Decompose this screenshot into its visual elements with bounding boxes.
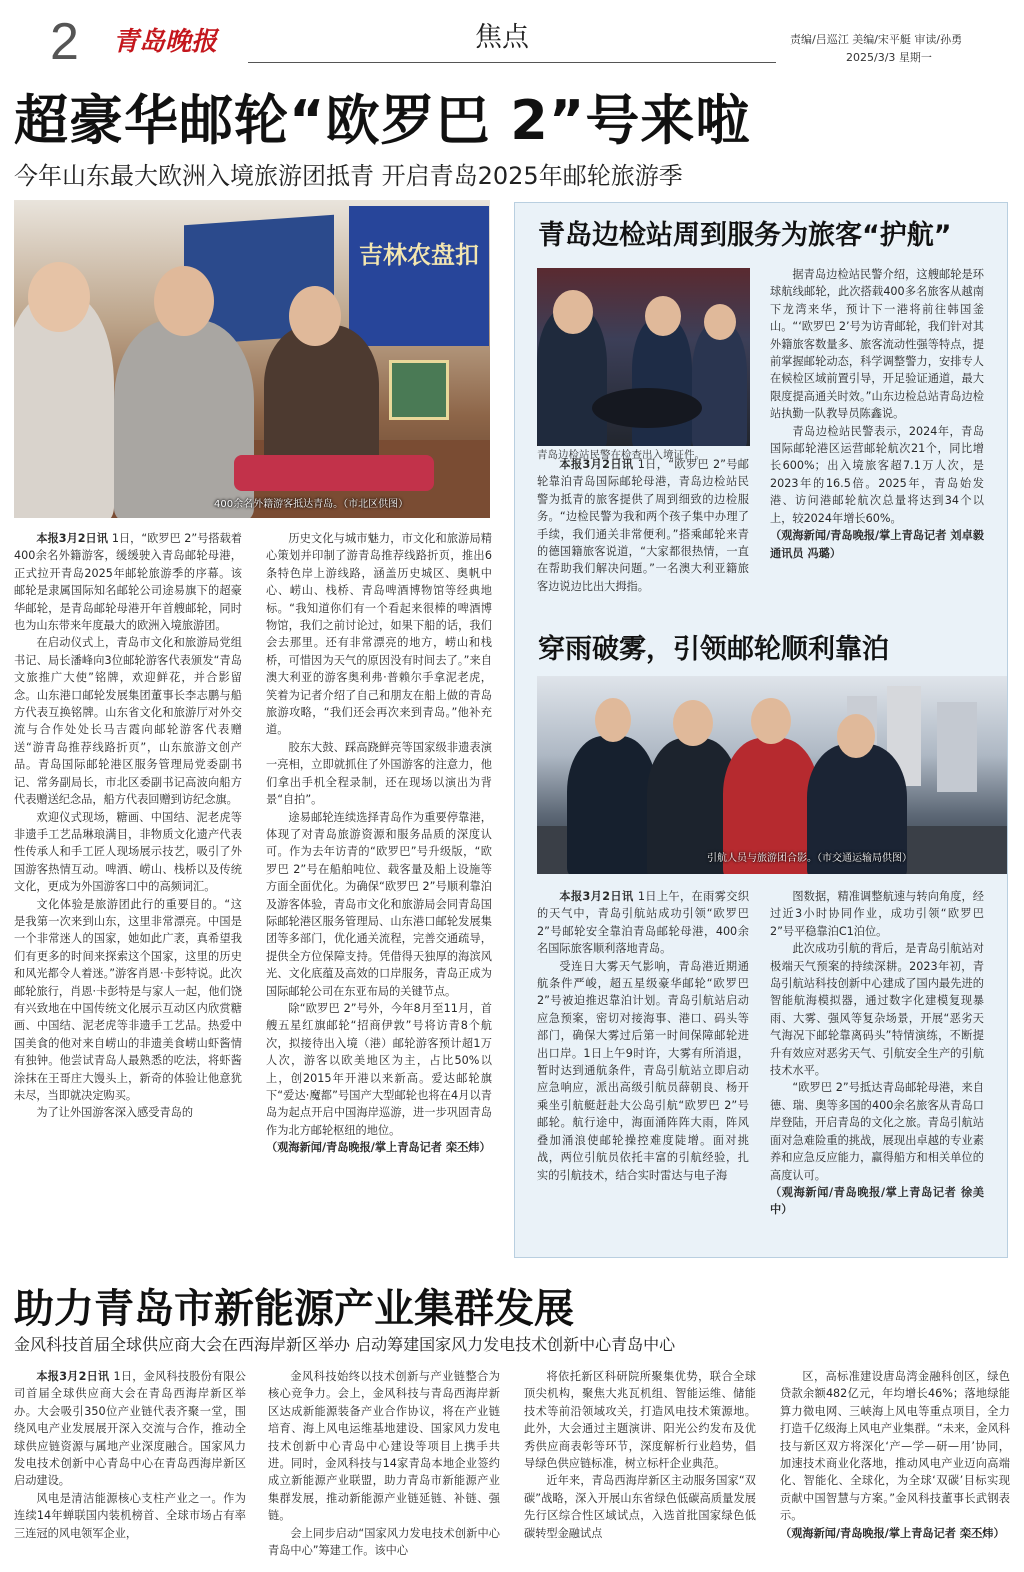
lead-column-1 <box>14 530 242 1258</box>
header-rule <box>248 62 776 63</box>
building-shape <box>937 702 977 792</box>
article-paragraph: 本报3月2日讯 1日上午，在雨雾交织的天气中，青岛引航站成功引领“欧罗巴 2”号邮轮安全靠泊青岛邮轮母港，400余名国际旅客顺利落地青岛。 <box>537 890 749 956</box>
desk-shape <box>592 388 702 428</box>
article-paragraph: 将依托新区科研院所聚集优势，联合全球顶尖机构，聚焦大兆瓦机组、智能运维、储能技术等前沿领域攻关，打造风电技术策源地。此外，大会通过主题演讲、阳光公约发布及优秀供应商表彰等环节，深度解析行业趋势，倡导绿色供应链标准，树立标杆企业典范。 <box>524 1370 756 1471</box>
article-byline: 本报3月2日讯 <box>559 458 638 471</box>
second-subheadline: 金风科技首届全球供应商大会在西海岸新区举办 启动筹建国家风力发电技术创新中心青岛中心 <box>14 1335 676 1354</box>
head-shape <box>704 304 736 340</box>
article-credit: （观海新闻/青岛晚报/掌上青岛记者 刘卓毅 通讯员 冯璐） <box>770 529 984 560</box>
article-paragraph: 风电是清洁能源核心支柱产业之一。作为连续14年蝉联国内装机榜首、全球市场占有率三连冠的风电领军企业， <box>14 1491 246 1540</box>
page-number: 2 <box>50 13 79 71</box>
head-shape <box>28 262 90 332</box>
lead-headline: 超豪华邮轮“欧罗巴 2”号来啦 <box>14 89 751 152</box>
sidebar-2-right-column <box>770 888 984 1240</box>
head-shape <box>751 698 791 744</box>
article-byline: 本报3月2日讯 <box>36 1370 114 1383</box>
article-credit: （观海新闻/青岛晚报/掌上青岛记者 徐美中） <box>770 1185 984 1217</box>
article-credit: （观海新闻/青岛晚报/掌上青岛记者 栾丕炜） <box>780 1526 1005 1540</box>
head-shape <box>154 266 214 336</box>
article-paragraph: 此次成功引航的背后，是青岛引航站对极端天气预案的持续深耕。2023年初，青岛引航站科技创新中心建成了国内最先进的智能航海模拟器，通过数字化建模复现暴雨、大雾、强风等复杂场景，开展“恶劣天气海况下邮轮靠离码头”特情演练，不断提升有效应对恶劣天气、引航安全生产的引航技术水平。 <box>770 942 984 1078</box>
pilot-group-photo <box>537 676 1007 874</box>
publication-date: 2025/3/3 星期一 <box>846 51 932 64</box>
article-paragraph: 图数据，精准调整航速与转向角度，经过近3小时协同作业，成功引领“欧罗巴 2”号平稳靠泊C1泊位。 <box>770 890 984 938</box>
person-shape <box>114 320 254 518</box>
sidebar-1-left-column <box>537 456 749 616</box>
lead-column-2 <box>266 530 492 1258</box>
head-shape <box>595 698 631 742</box>
article-credit: （观海新闻/青岛晚报/掌上青岛记者 栾丕炜） <box>266 1141 491 1155</box>
article-byline: 本报3月2日讯 <box>559 890 638 903</box>
article-paragraph: 文化体验是旅游团此行的重要目的。“这是我第一次来到山东，这里非常漂亮。中国是一个非常迷人的国家，她如此广袤，真希望我们有更多的时间来探索这个国家，这里的历史和风光都令人着迷。”游客肖恩·卡彭特说。此次邮轮旅行，肖恩·卡彭特是与家人一起，他们饶有兴致地在中国传统文化展示互动区内欣赏糖画、中国结、泥老虎等非遗手工艺品。热爱中国美食的他对来自崂山的非遗美食崂山虾酱情有独钟。他尝试青岛人最熟悉的吃法，将虾酱涂抹在王哥庄大馒头上，新奇的体验让他意犹未尽，当即就决定购买。 <box>14 897 242 1102</box>
photo-sign-text: 吉林农盘扣 <box>359 241 479 269</box>
second-headline: 助力青岛市新能源产业集群发展 <box>14 1286 574 1332</box>
officer-shape <box>692 323 747 446</box>
article-paragraph: 金风科技始终以技术创新与产业链整合为核心竞争力。会上，金风科技与青岛西海岸新区达成新能源装备产业合作协议，将在产业链培育、海上风电运维基地建设、国家风力发电技术创新中心青岛中心建设等项目上携手共进。同时，金风科技与14家青岛本地企业签约成立新能源产业联盟，助力青岛市新能源产业集群发展，推动新能源产业链延链、补链、强链。 <box>268 1370 500 1523</box>
sidebar-headline-2: 穿雨破雾，引领邮轮顺利靠泊 <box>538 634 889 665</box>
article-paragraph: 在启动仪式上，青岛市文化和旅游局党组书记、局长潘峰向3位邮轮游客代表颁发“青岛文旅推广大使”铭牌，欢迎鲜花，并合影留念。山东港口邮轮发展集团董事长李志鹏与船方代表互换铭牌。山东省文化和旅游厅对外交流与合作处处长马吉霞向邮轮游客代表赠送“游青岛推荐线路折页”，山东旅游文创产品。青岛国际邮轮港区服务管理局党委副书记、常务副局长，市北区委副书记高波向船方代表赠送纪念品，船方代表回赠到访纪念旗。 <box>14 636 242 807</box>
article-paragraph: 历史文化与城市魅力，市文化和旅游局精心策划并印制了游青岛推荐线路折页，推出6条特色岸上游线路，涵盖历史城区、奥帆中心、崂山、栈桥、青岛啤酒博物馆等经典地标。“我知道你们有一个看起来很棒的啤酒博物馆，我们之前讨论过，如果下船的话，我们会去那里。还有非常漂亮的地方，崂山和栈桥，可惜因为天气的原因没有时间去了。”来自澳大利亚的游客奥利弗·普赖尔手拿泥老虎，笑着为记者介绍了自己和朋友在船上做的青岛旅游攻略，“我们还会再次来到青岛。”他补充道。 <box>266 532 492 737</box>
article-paragraph: 据青岛边检站民警介绍，这艘邮轮是环球航线邮轮，此次搭载400多名旅客从越南下龙湾来华，预计下一港将前往韩国釜山。“‘欧罗巴 2’号为访青邮轮，我们针对其外籍旅客数量多、旅客流动性强等特点，提前掌握邮轮动态，科学调整警力，安排专人在候检区域前置引导，开足验证通道，最大限度提高通关时效。”山东边检总站青岛边检站执勤一队教导员陈鑫说。 <box>770 268 984 421</box>
second-column-3 <box>524 1368 756 1568</box>
head-shape <box>837 714 875 758</box>
head-shape <box>289 286 341 346</box>
sidebar-headline-1: 青岛边检站周到服务为旅客“护航” <box>538 220 952 251</box>
article-paragraph: “欧罗巴 2”号抵达青岛邮轮母港，来自德、瑞、奥等多国的400余名旅客从青岛口岸登陆，开启青岛的文化之旅。青岛引航站面对急难险重的挑战，展现出卓越的专业素养和应急反应能力，赢得船方和相关单位的高度认可。 <box>770 1081 984 1182</box>
second-column-1 <box>14 1368 246 1568</box>
article-paragraph: 本报3月2日讯 1日，金风科技股份有限公司首届全球供应商大会在青岛西海岸新区举办。大会吸引350位产业链代表齐聚一堂，围绕风电产业发展展开深入交流与合作，推动全球供应链资源与属地产业深度融合。国家风力发电技术创新中心青岛中心在青岛西海岸新区启动建设。 <box>14 1370 246 1488</box>
lead-subheadline: 今年山东最大欧洲入境旅游团抵青 开启青岛2025年邮轮旅游季 <box>14 162 683 190</box>
article-paragraph: 本报3月2日讯 1日，“欧罗巴 2”号搭载着400余名外籍游客，缓缓驶入青岛邮轮母港，正式拉开青岛2025年邮轮旅游季的序幕。该邮轮是隶属国际知名邮轮公司途易旗下的超豪华邮轮，是青岛邮轮母港开年首艘邮轮，同时也为山东带来年度最大的欧洲入境旅游团。 <box>14 532 242 633</box>
border-check-photo <box>537 268 750 446</box>
person-shape <box>567 736 657 874</box>
sidebar-2-left-column <box>537 888 749 1240</box>
article-paragraph: 除“欧罗巴 2”号外，今年8月至11月，首艘五星红旗邮轮“招商伊敦”号将访青8个航次，拟接待出入境（港）邮轮游客预计超1万人次，游客以欧美地区为主，占比50%以上，创2015年开港以来新高。爱达邮轮旗下“爱达·魔都”号国产大型邮轮也将在4月以青岛为起点开启中国海岸巡游，进一步巩固青岛作为北方邮轮枢纽的地位。 <box>266 1001 492 1137</box>
pilot-photo-caption: 引航人员与旅游团合影。（市交通运输局供图） <box>707 853 912 864</box>
head-shape <box>673 700 713 746</box>
article-paragraph: 胶东大鼓、踩高跷鲜亮等国家级非遗表演一亮相，立即就抓住了外国游客的注意力，他们拿出手机全程录制，还在现场以演出为背景“自拍”。 <box>266 740 492 807</box>
border-check-caption: 青岛边检站民警在检查出入境证件。 <box>537 449 705 461</box>
article-paragraph: 为了让外国游客深入感受青岛的 <box>36 1106 194 1120</box>
article-paragraph: 近年来，青岛西海岸新区主动服务国家“双碳”战略，深入开展山东省绿色低碳高质量发展先行区综合性区域试点，入选首批国家绿色低碳转型金融试点 <box>524 1474 756 1540</box>
section-title: 焦点 <box>475 22 529 53</box>
second-column-2 <box>268 1368 500 1568</box>
article-paragraph: 途易邮轮连续选择青岛作为重要停靠港，体现了对青岛旅游资源和服务品质的深度认可。作为去年访青的“欧罗巴”号升级版，“欧罗巴 2”号在船舶吨位、载客量及船上设施等方面全面优化。为确保“欧罗巴 2”号顺利靠泊及游客体验，青岛市文化和旅游局会同青岛国际邮轮港区服务管理局、山东港口邮轮发展集团等多部门，优化通关流程，完善交通疏导，提供全方位保障支持。凭借得天独厚的海滨风光、文化底蕴及高效的口岸服务，青岛正成为国际邮轮公司在东亚布局的关键节点。 <box>266 810 492 998</box>
head-shape <box>645 296 681 336</box>
lead-photo <box>14 200 490 518</box>
sidebar-1-right-column <box>770 266 984 616</box>
banner-shape <box>349 206 489 346</box>
article-paragraph: 青岛边检站民警表示，2024年，青岛国际邮轮港区运营邮轮航次21个，同比增长600%；出入境旅客超7.1万人次，是2023年的16.5倍。2025年，青岛始发港、访问港邮轮航次总量将达到34个以上，较2024年增长60%。 <box>770 424 984 525</box>
article-paragraph: 欢迎仪式现场，糖画、中国结、泥老虎等非遗手工艺品琳琅满目，非物质文化遗产代表性传承人和手工匠人现场展示技艺，吸引了外国游客热情互动。啤酒、崂山、栈桥以及传统文化，更成为外国游客口中的高频词汇。 <box>14 810 242 894</box>
article-paragraph: 受连日大雾天气影响，青岛港近期通航条件严峻，超五星级豪华邮轮“欧罗巴 2”号被迫推迟靠泊计划。青岛引航站启动应急预案，密切对接海事、港口、码头等部门，确保大雾过后第一时间保障邮轮进出口岸。1日上午9时许，大雾有所消退，暂时达到通航条件，青岛引航站立即启动应急响应，派出高级引航员薛朝良、杨开乘坐引航艇赶赴大公岛引航“欧罗巴 2”号邮轮。航行途中，海面涌阵阵大雨，阵风叠加涌浪使邮轮操控难度陡增。面对挑战，两位引航员依托丰富的引航经验，扎实的引航技术，结合实时雷达与电子海 <box>537 959 749 1182</box>
head-shape <box>553 290 593 334</box>
editor-credits: 责编/吕巡江 美编/宋平艇 审读/孙勇 <box>790 33 963 46</box>
masthead-logo: 青岛晚报 <box>113 27 218 57</box>
craft-items-shape <box>234 455 434 491</box>
article-paragraph: 区，高标准建设唐岛湾金融科创区，绿色贷款余额482亿元，年均增长46%；落地绿能算力微电网、三峡海上风电等重点项目，全力打造千亿级海上风电产业集群。“未来，金风科技与新区双方将深化‘产—学—研—用’协同，加速技术商业化落地，推动风电产业迈向高端化、智能化、全球化，为全球‘双碳’目标实现贡献中国智慧与方案。”金风科技董事长武钢表示。 <box>780 1370 1010 1523</box>
lead-photo-caption: 400余名外籍游客抵达青岛。（市北区供图） <box>214 499 409 510</box>
article-paragraph: 本报3月2日讯 1日，“欧罗巴 2”号邮轮靠泊青岛国际邮轮母港，青岛边检站民警为抵青的旅客提供了周到细致的边检服务。“边检民警为我和两个孩子集中办理了手续，我们通关非常便利。”搭乘邮轮来青的德国籍旅客说道，“大家都很热情，一直在帮助我们解决问题。”一名澳大利亚籍旅客边说边比出大拇指。 <box>537 458 749 593</box>
article-byline: 本报3月2日讯 <box>36 532 112 545</box>
second-column-4 <box>780 1368 1010 1568</box>
article-paragraph: 会上同步启动“国家风力发电技术创新中心青岛中心”筹建工作。该中心 <box>268 1526 500 1558</box>
person-shape <box>264 325 379 475</box>
artwork-shape <box>389 360 449 420</box>
